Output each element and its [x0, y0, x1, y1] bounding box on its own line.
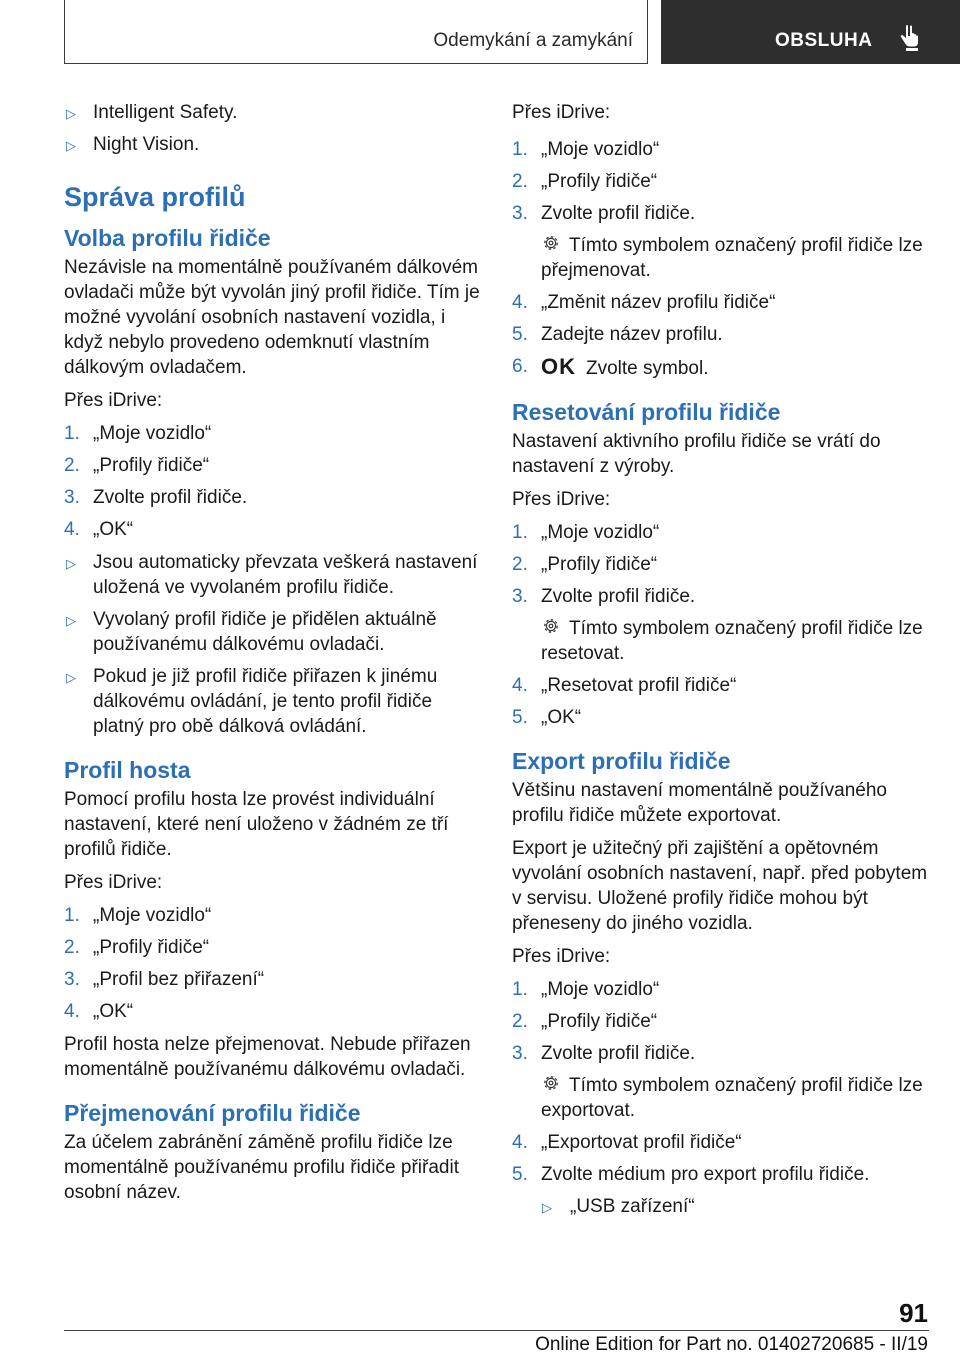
sub-bullet-item: ▷ „USB zařízení“	[512, 1194, 928, 1219]
step-item: 3. Zvolte profil řidiče. Tímto symbolem označený profil řidiče lze exportovat.	[512, 1041, 928, 1123]
list-item: ▷ Pokud je již profil řidiče přiřazen k jinému dálkovému ovládání, je tento profil řidiče platný pro obě dálková ovládání.	[66, 666, 438, 737]
step-item: 2. „Profily řidiče“	[512, 171, 658, 192]
step-item: 3. Zvolte profil řidiče.	[64, 487, 248, 508]
heading-rename: Přejmenování profilu řidiče	[64, 1100, 361, 1126]
gear-icon	[541, 616, 561, 636]
footer-divider	[64, 1330, 929, 1331]
via-idrive: Přes iDrive:	[512, 946, 611, 967]
paragraph: Pomocí profilu hosta lze provést individuální nastavení, které není uloženo v žádném ze tří profilů řidiče.	[64, 789, 449, 860]
steps-list	[512, 977, 928, 1219]
gear-icon	[541, 1073, 561, 1093]
heading-export: Export profilu řidiče	[512, 748, 731, 774]
header-title-box	[64, 0, 648, 64]
via-idrive: Přes iDrive:	[512, 102, 611, 123]
section-heading-sprava: Správa profilů	[64, 182, 246, 212]
step-item: 2. „Profily řidiče“	[512, 554, 658, 575]
paragraph: Nastavení aktivního profilu řidiče se vrátí do nastavení z výroby.	[512, 431, 881, 477]
footer-edition: Online Edition for Part no. 01402720685 - II/19	[535, 1334, 928, 1355]
intro-bullet-list	[64, 100, 480, 157]
paragraph: Nezávisle na momentálně používaném dálkovém ovladači může být vyvolán jiný profil řidiče. Tím je možné vyvolání osobních nastavení vozidla, i když nebylo provedeno odemknutí vlastním dálkovým ovladačem.	[64, 257, 480, 378]
left-column	[64, 100, 480, 1213]
heading-volba: Volba profilu řidiče	[64, 225, 271, 251]
paragraph: Za účelem zabránění záměně profilu řidiče lze momentálně používanému profilu řidiče přiřadit osobní název.	[64, 1132, 459, 1203]
steps-list	[64, 903, 480, 1024]
step-item: 4. „OK“	[64, 519, 134, 540]
triangle-bullet-icon: ▷	[66, 613, 76, 628]
header-section-box	[661, 0, 960, 64]
step-note: Tímto symbolem označený profil řidiče lze exportovat.	[541, 1075, 923, 1121]
list-item: ▷ Intelligent Safety.	[64, 100, 480, 125]
step-item: 3. Zvolte profil řidiče. Tímto symbolem označený profil řidiče lze resetovat.	[512, 584, 928, 666]
step-item: 4. „Exportovat profil řidiče“	[512, 1132, 742, 1153]
triangle-bullet-icon: ▷	[66, 138, 76, 153]
right-column	[512, 100, 928, 1227]
gear-icon	[541, 233, 561, 253]
step-item: 4. „Resetovat profil řidiče“	[512, 675, 737, 696]
via-idrive: Přes iDrive:	[512, 489, 611, 510]
ok-icon: OK	[541, 354, 576, 379]
heading-host: Profil hosta	[64, 757, 191, 783]
step-item: 1. „Moje vozidlo“	[64, 423, 212, 444]
pointing-hand-icon	[897, 24, 921, 52]
page-number: 91	[899, 1298, 928, 1328]
step-item: 5. Zadejte název profilu.	[512, 324, 723, 345]
list-item: ▷ Night Vision.	[64, 132, 480, 157]
step-item: 4. „Změnit název profilu řidiče“	[512, 292, 776, 313]
triangle-bullet-icon: ▷	[66, 670, 76, 685]
triangle-bullet-icon: ▷	[542, 1200, 552, 1215]
steps-list	[512, 520, 928, 730]
header-section: OBSLUHA	[775, 30, 873, 51]
step-item: 5. „OK“	[512, 707, 582, 728]
list-item: ▷ Vyvolaný profil řidiče je přidělen aktuálně používanému dálkovému ovladači.	[66, 609, 437, 655]
heading-reset: Resetování profilu řidiče	[512, 399, 781, 425]
steps-list	[512, 137, 928, 381]
step-item: 1. „Moje vozidlo“	[512, 979, 660, 1000]
via-idrive: Přes iDrive:	[64, 872, 163, 893]
step-item: 1. „Moje vozidlo“	[512, 139, 660, 160]
step-item: 6. OK Zvolte symbol.	[512, 354, 709, 379]
step-note: Tímto symbolem označený profil řidiče lze resetovat.	[541, 618, 923, 664]
paragraph: Většinu nastavení momentálně používaného profilu řidiče můžete exportovat.	[512, 780, 887, 826]
triangle-bullet-icon: ▷	[66, 106, 76, 121]
paragraph: Profil hosta nelze přejmenovat. Nebude přiřazen momentálně používanému dálkovému ovladači.	[64, 1034, 471, 1080]
step-item: 2. „Profily řidiče“	[64, 455, 210, 476]
step-item: 3. „Profil bez přiřazení“	[64, 969, 265, 990]
step-item: 4. „OK“	[64, 1001, 134, 1022]
paragraph: Export je užitečný při zajištění a opětovném vyvolání osobních nastavení, např. před pobytem v servisu. Uložené profily řidiče mohou být přeneseny do jiného vozidla.	[512, 838, 928, 934]
step-item: 2. „Profily řidiče“	[512, 1011, 658, 1032]
triangle-bullet-icon: ▷	[66, 556, 76, 571]
step-item: 5. Zvolte médium pro export profilu řidiče.	[512, 1164, 870, 1185]
result-bullet-list	[64, 550, 480, 739]
step-item: 1. „Moje vozidlo“	[64, 905, 212, 926]
step-item: 3. Zvolte profil řidiče. Tímto symbolem označený profil řidiče lze přejmenovat.	[512, 201, 928, 283]
list-item: ▷ Jsou automaticky převzata veškerá nastavení uložená ve vyvolaném profilu řidiče.	[66, 552, 478, 598]
step-item: 1. „Moje vozidlo“	[512, 522, 660, 543]
step-item: 2. „Profily řidiče“	[64, 937, 210, 958]
step-note: Tímto symbolem označený profil řidiče lze přejmenovat.	[541, 235, 923, 281]
header-title: Odemykání a zamykání	[433, 30, 633, 51]
steps-list	[64, 421, 480, 542]
via-idrive: Přes iDrive:	[64, 390, 163, 411]
